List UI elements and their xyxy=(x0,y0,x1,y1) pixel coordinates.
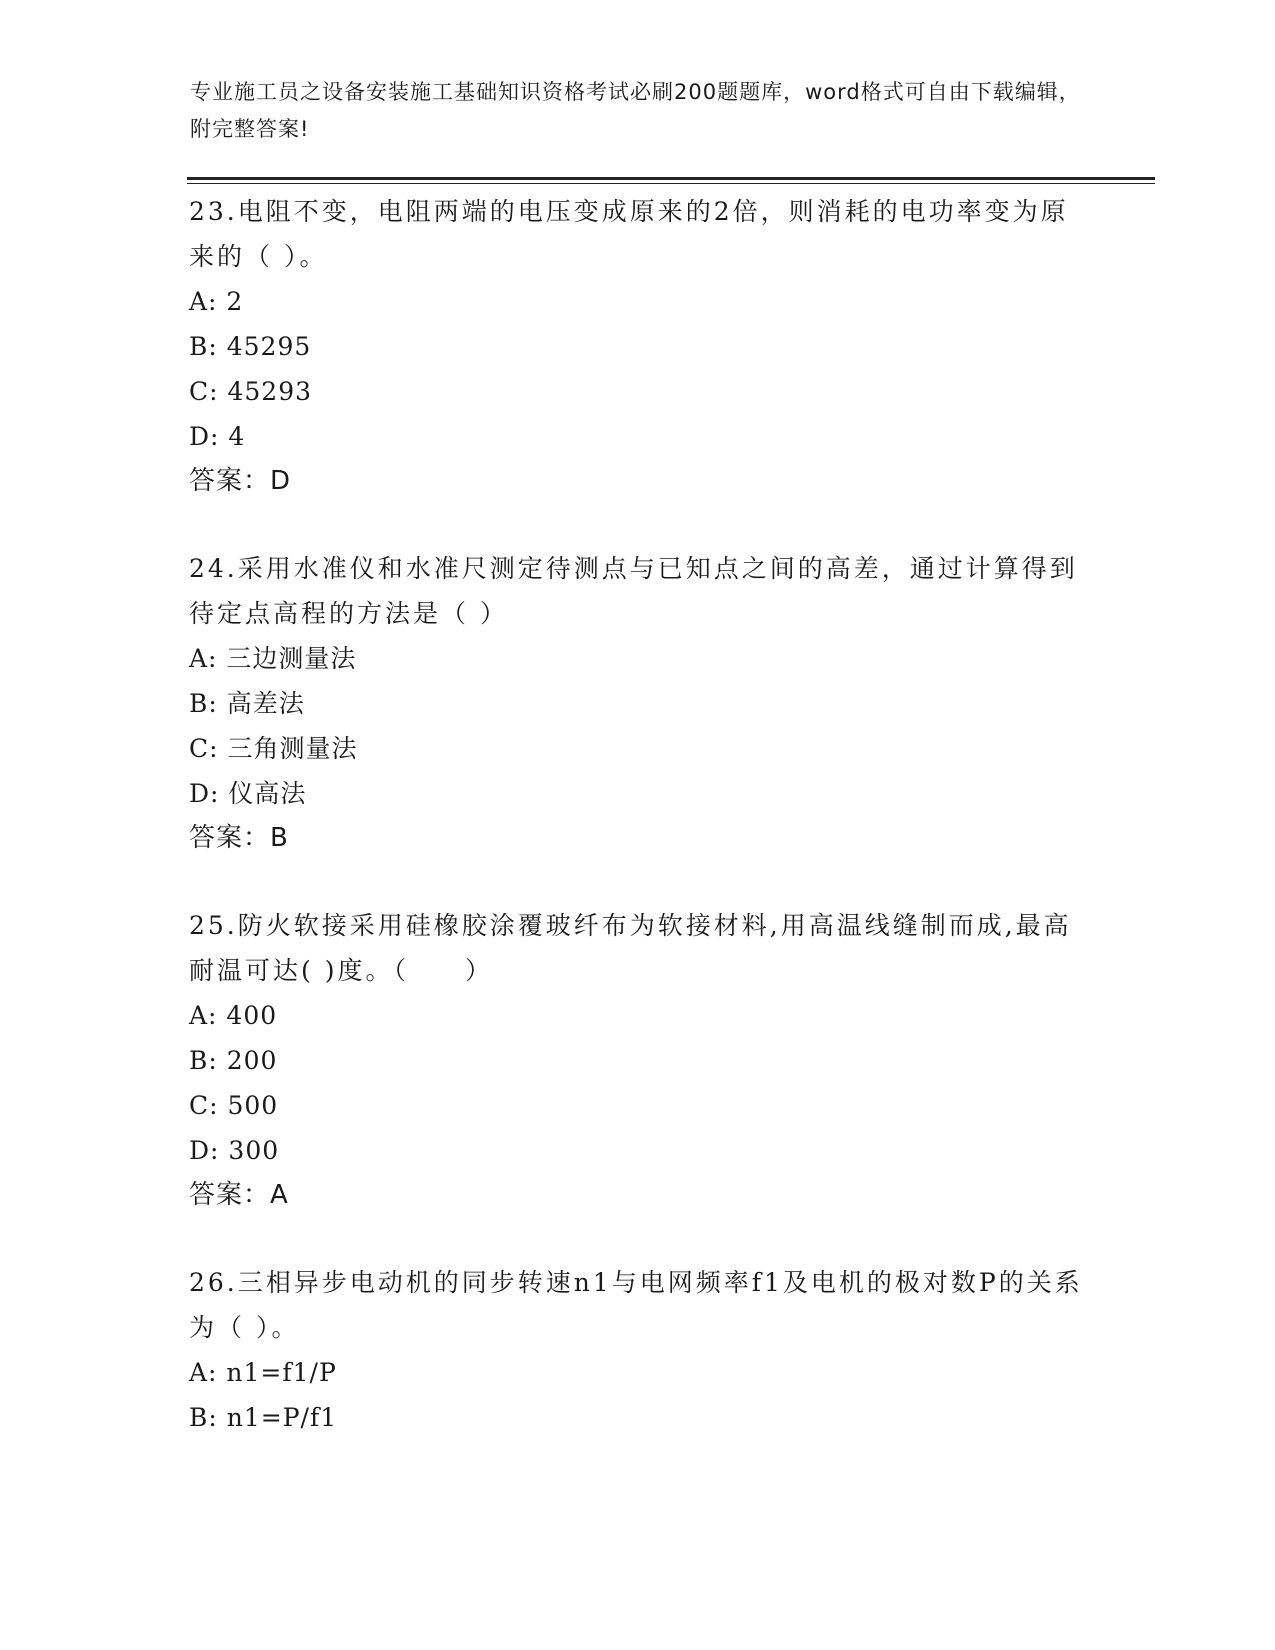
option-b: B: 200 xyxy=(189,1046,278,1075)
question-stem: 26.三相异步电动机的同步转速n1与电网频率f1及电机的极对数P的关系为（ ）。 xyxy=(189,1268,1083,1342)
option-a: A: 400 xyxy=(189,1001,278,1030)
option-b: B: 高差法 xyxy=(189,689,305,718)
option-a: A: 三边测量法 xyxy=(189,644,357,673)
option-d: D: 4 xyxy=(189,422,246,451)
question-23 xyxy=(189,189,1089,504)
option-c: C: 三角测量法 xyxy=(189,734,358,763)
option-b: B: n1=P/f1 xyxy=(189,1403,338,1432)
option-c: C: 500 xyxy=(189,1091,279,1120)
option-d: D: 仪高法 xyxy=(189,779,307,808)
header-divider-thick xyxy=(187,177,1155,180)
question-stem: 25.防火软接采用硅橡胶涂覆玻纤布为软接材料,用高温线缝制而成,最高耐温可达( )度。（ ） xyxy=(189,911,1072,985)
option-b: B: 45295 xyxy=(189,332,312,361)
question-stem: 23.电阻不变，电阻两端的电压变成原来的2倍，则消耗的电功率变为原来的（ ）。 xyxy=(189,197,1069,271)
question-26 xyxy=(189,1260,1089,1440)
option-a: A: 2 xyxy=(189,287,244,316)
answer-line: 答案：B xyxy=(189,823,289,853)
option-d: D: 300 xyxy=(189,1136,280,1165)
question-25 xyxy=(189,903,1089,1218)
question-stem: 24.采用水准仪和水准尺测定待测点与已知点之间的高差，通过计算得到待定点高程的方法是（ ） xyxy=(189,554,1078,628)
option-a: A: n1=f1/P xyxy=(189,1358,337,1387)
document-header: 专业施工员之设备安装施工基础知识资格考试必刷200题题库，word格式可自由下载编辑，附完整答案! xyxy=(190,80,1081,141)
option-c: C: 45293 xyxy=(189,377,313,406)
question-24 xyxy=(189,546,1089,861)
answer-line: 答案：A xyxy=(189,1180,289,1210)
header-divider-thin xyxy=(187,183,1155,184)
answer-line: 答案：D xyxy=(189,466,292,496)
